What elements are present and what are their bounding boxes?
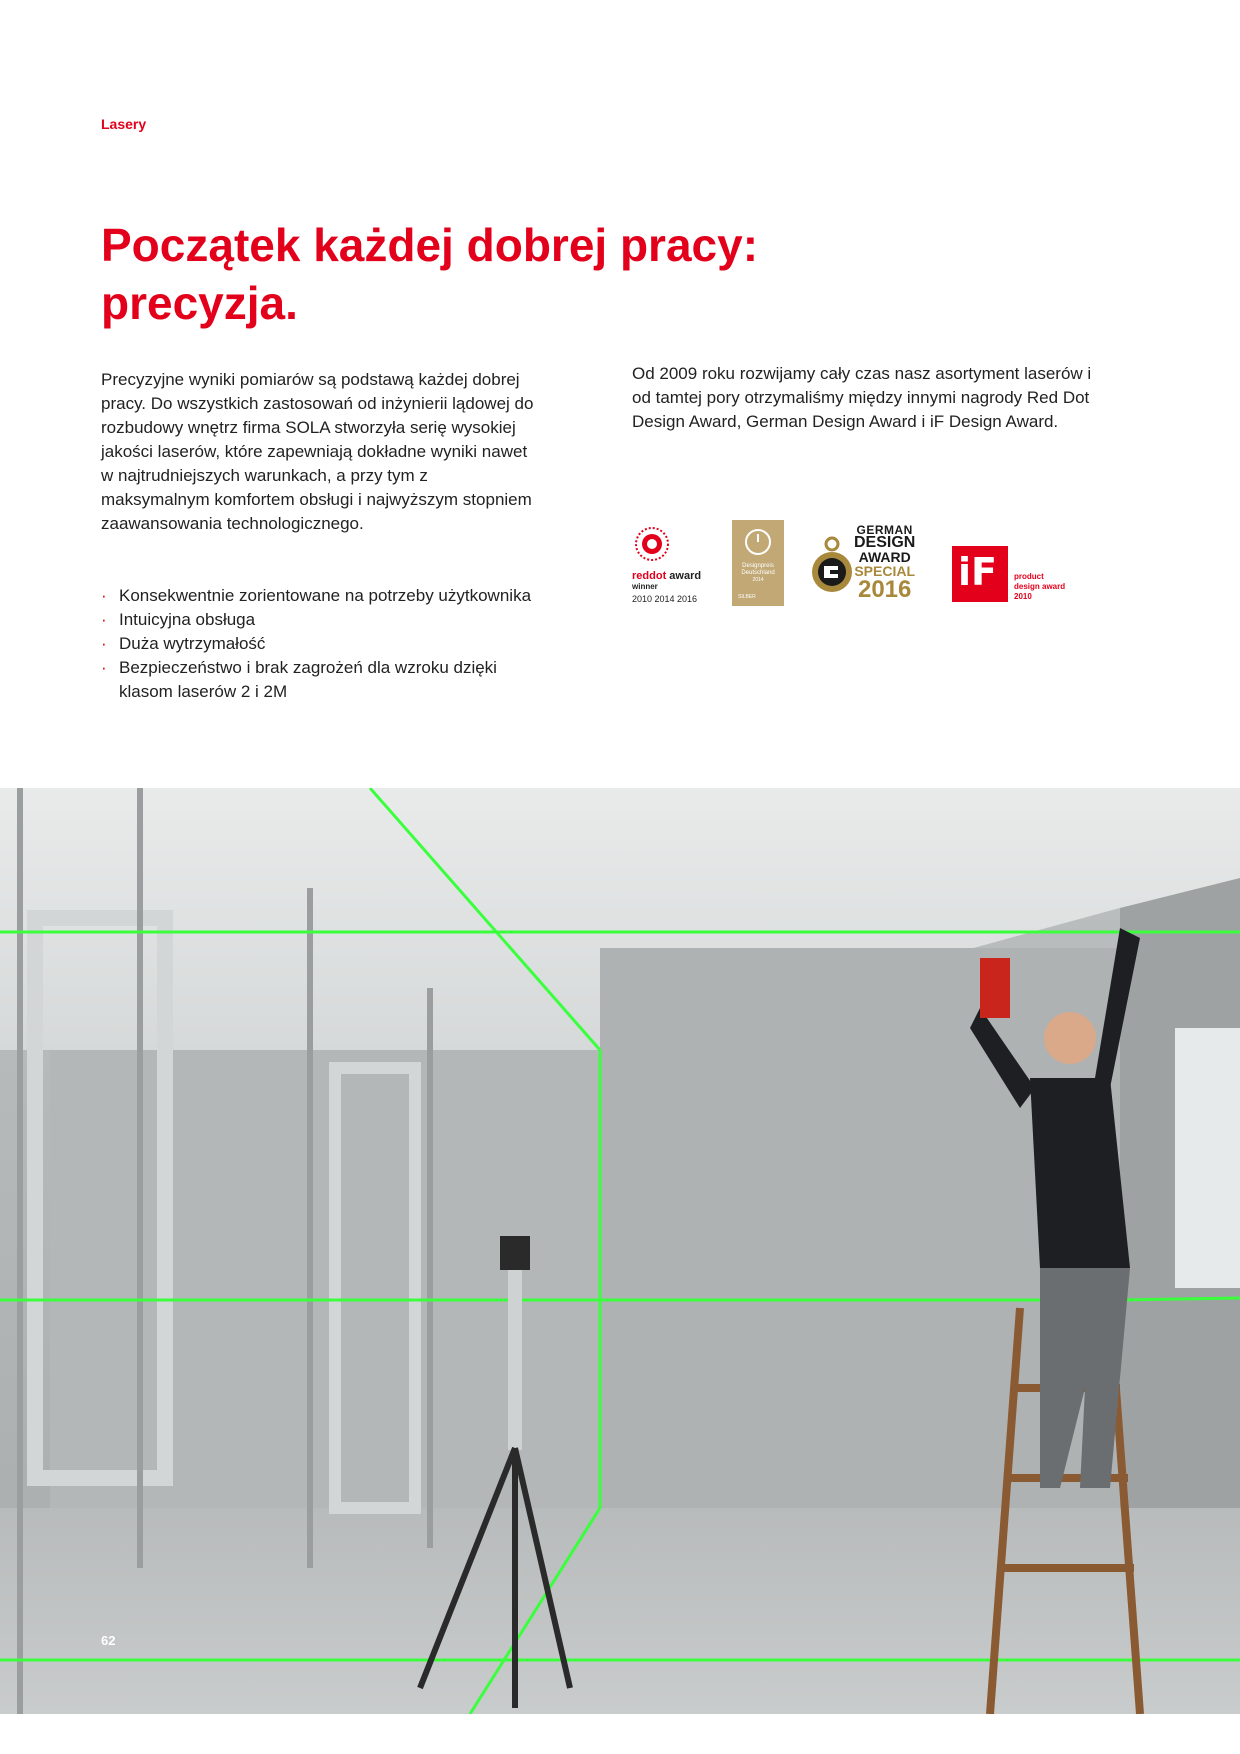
bullet-marker: · — [101, 586, 107, 605]
designpreis-line2: Deutschland — [741, 570, 775, 576]
list-item-text: Konsekwentnie zorientowane na potrzeby użytkownika — [119, 586, 532, 605]
list-item — [101, 584, 541, 608]
list-item-text: Bezpieczeństwo i brak zagrożeń dla wzroku dzięki klasom laserów 2 i 2M — [119, 658, 497, 701]
if-award-caption: product design award 2010 — [1014, 572, 1066, 601]
intro-right-column — [632, 362, 1102, 434]
page-number: 62 — [101, 1633, 116, 1648]
if-logo-letters: iF — [958, 550, 997, 594]
laser-room-illustration — [0, 788, 1240, 1714]
german-design-award-icon — [810, 530, 854, 600]
designpreis-line3: 2014 — [752, 577, 764, 583]
construction-site-photo — [0, 788, 1240, 1714]
list-item — [101, 632, 541, 656]
feature-list — [101, 584, 541, 704]
reddot-icon — [632, 524, 672, 564]
page-headline — [101, 216, 1001, 332]
designpreis-line1: Designpreis — [742, 563, 774, 569]
reddot-years: 2010 2014 2016 — [632, 594, 698, 604]
headline-line-2: precyzja. — [101, 277, 298, 329]
list-item — [101, 656, 541, 704]
designpreis-icon — [732, 520, 784, 606]
intro-left-paragraph: Precyzyjne wyniki pomiarów są podstawą każdej dobrej pracy. Do wszystkich zastosowań od inżynierii lądowej do rozbudowy wnętrz firma SOLA stworzyła serię wysokiej jakości laserów, które zapewniają dokładne wyniki nawet w najtrudniejszych warunkach, a przy tym z maksymalnym komfortem obsługi i najwyższym stopniem zaawansowania technologicznego. — [101, 370, 534, 533]
section-label: Lasery — [101, 116, 147, 132]
designpreis-line4: SILBER — [738, 594, 756, 600]
headline-line-1: Początek każdej dobrej pracy: — [101, 219, 759, 271]
bullet-marker: · — [101, 634, 107, 653]
reddot-label: reddot award — [632, 570, 702, 582]
reddot-winner: winner — [632, 582, 658, 591]
awards-row — [632, 520, 1102, 610]
bullet-marker: · — [101, 610, 107, 629]
intro-left-column — [101, 368, 541, 536]
german-design-award-logo — [810, 524, 922, 604]
list-item-text: Duża wytrzymałość — [119, 634, 266, 653]
german-design-award-text: GERMAN DESIGN AWARD SPECIAL 2016 — [854, 523, 916, 603]
designpreis-silver-logo — [732, 520, 784, 606]
intro-right-paragraph: Od 2009 roku rozwijamy cały czas nasz asortyment laserów i od tamtej pory otrzymaliśmy między innymi nagrody Red Dot Design Award, German Design Award i iF Design Award. — [632, 364, 1092, 431]
list-item — [101, 608, 541, 632]
reddot-award-logo — [632, 524, 712, 604]
bullet-marker: · — [101, 658, 107, 677]
if-design-award-logo — [952, 546, 1008, 602]
list-item-text: Intuicyjna obsługa — [119, 610, 256, 629]
